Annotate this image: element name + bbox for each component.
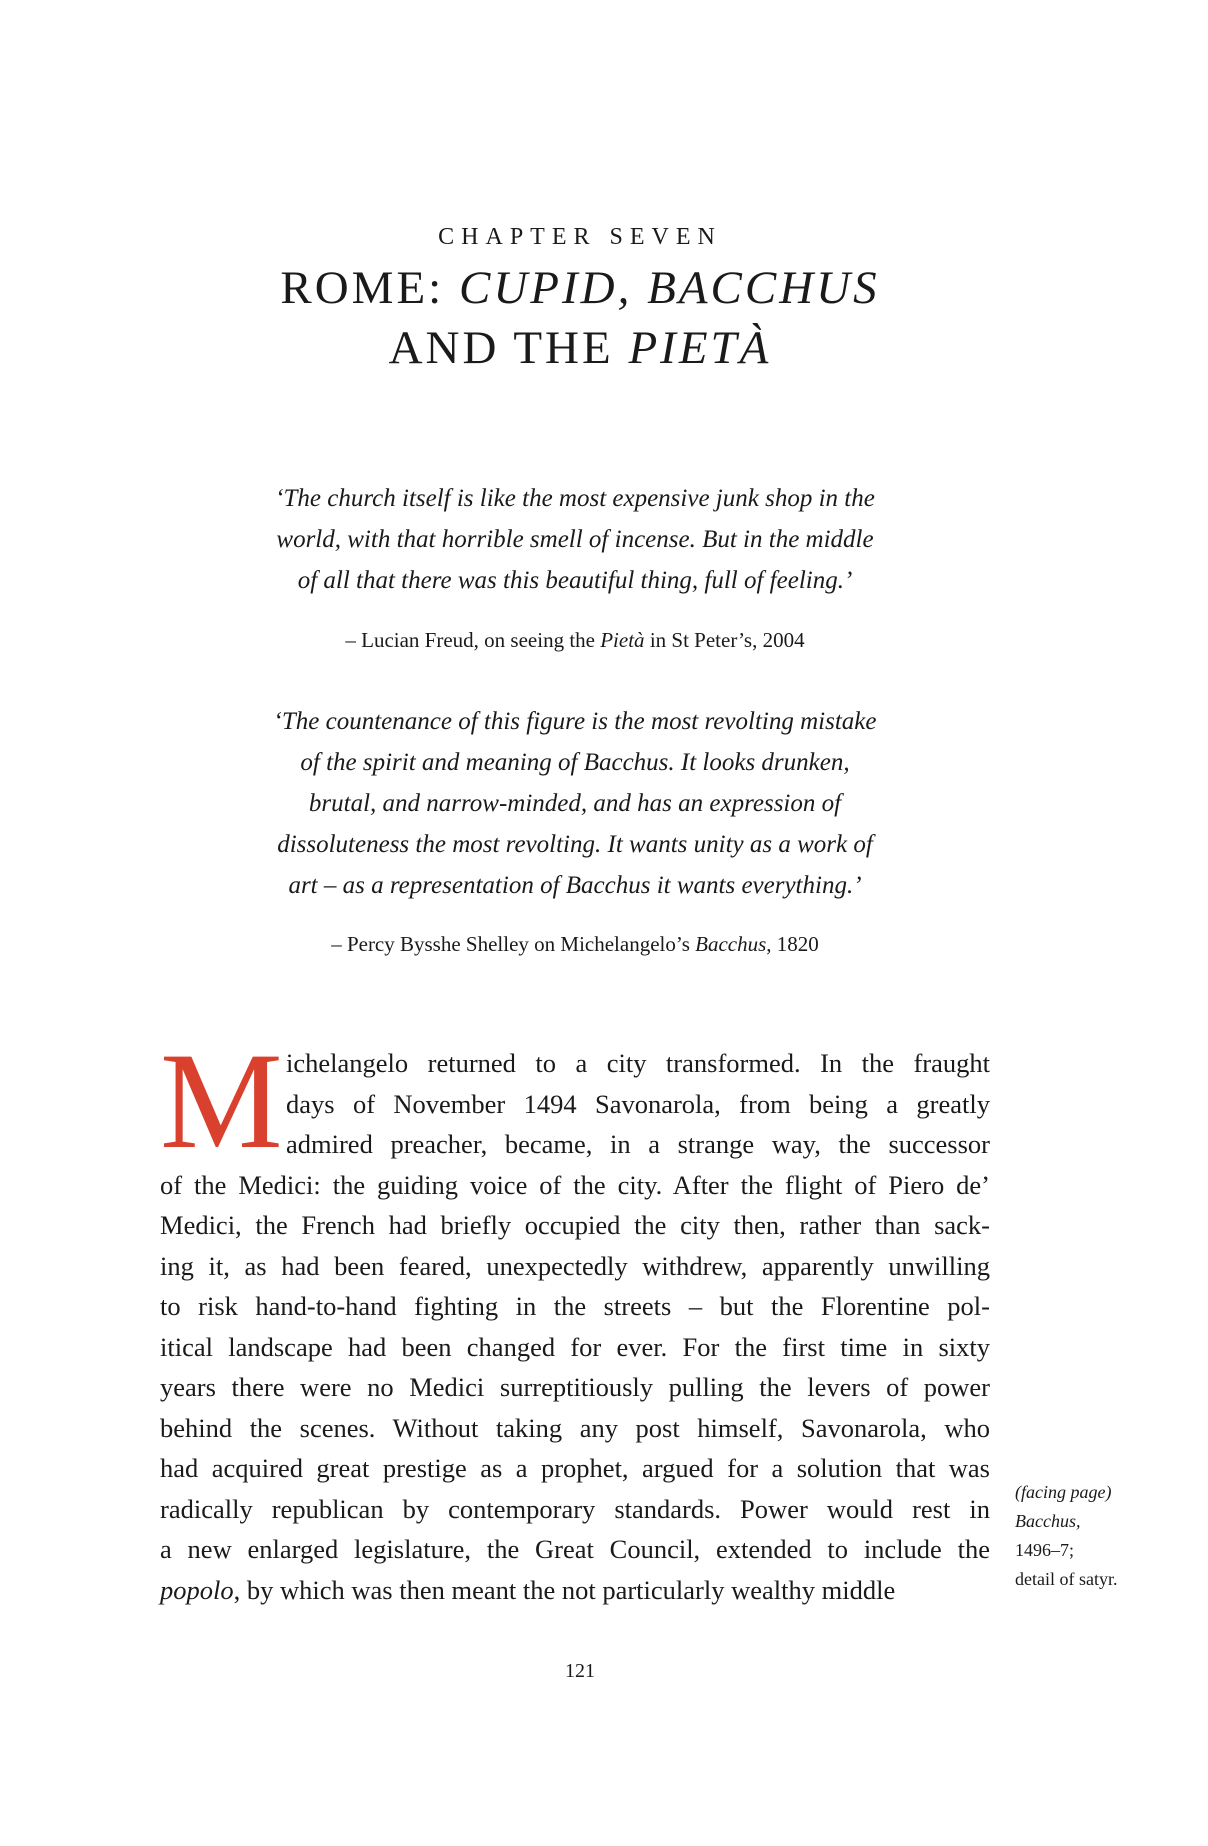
body-line: of the Medici: the guiding voice of the city. After the flight of Piero de’ bbox=[160, 1169, 990, 1200]
body-italic-word: popolo bbox=[160, 1574, 234, 1605]
chapter-title-italic-2: PIETÀ bbox=[628, 322, 772, 374]
page-number: 121 bbox=[565, 1660, 595, 1682]
body-line: radically republican by contemporary standards. Power would rest in bbox=[160, 1493, 990, 1524]
caption-line: 1496–7; bbox=[1015, 1540, 1075, 1560]
attribution-italic: Bacchus bbox=[695, 932, 767, 956]
attribution-text: in St Peter’s, 2004 bbox=[644, 628, 805, 652]
caption-line: (facing page) bbox=[1015, 1482, 1112, 1502]
body-line: ichelangelo returned to a city transformed. In the fraught bbox=[286, 1048, 990, 1078]
body-line: behind the scenes. Without taking any post himself, Savonarola, who bbox=[160, 1412, 990, 1443]
body-line: a new enlarged legislature, the Great Council, extended to include the bbox=[160, 1534, 990, 1564]
body-line: years there were no Medici surreptitiously pulling the levers of power bbox=[160, 1372, 990, 1402]
attribution-italic: Pietà bbox=[600, 628, 645, 652]
drop-cap: M bbox=[160, 1024, 283, 1177]
epigraph-shelley bbox=[230, 701, 920, 906]
epigraph-line: ‘The countenance of this figure is the most revolting mistake bbox=[273, 708, 877, 735]
body-paragraph bbox=[160, 1043, 990, 1610]
epigraph-line: brutal, and narrow-minded, and has an expression of bbox=[308, 790, 842, 817]
chapter-title-prefix-1: ROME: bbox=[280, 262, 459, 314]
epigraph-attribution-shelley bbox=[230, 932, 920, 957]
epigraph-line: dissoluteness the most revolting. It wants unity as a work of bbox=[277, 831, 873, 858]
chapter-title-prefix-2: AND THE bbox=[388, 322, 629, 374]
body-line: admired preacher, became, in a strange way, the successor bbox=[286, 1129, 990, 1159]
epigraph-line: world, with that horrible smell of incense. But in the middle bbox=[276, 526, 874, 553]
attribution-text: – Percy Bysshe Shelley on Michelangelo’s bbox=[331, 932, 696, 956]
body-line: had acquired great prestige as a prophet, argued for a solution that was bbox=[160, 1453, 990, 1483]
epigraph-line: of all that there was this beautiful thing, full of feeling.’ bbox=[297, 567, 853, 594]
body-line: days of November 1494 Savonarola, from being a greatly bbox=[286, 1088, 990, 1119]
chapter-title-line-1 bbox=[0, 258, 1160, 318]
epigraph-line: ‘The church itself is like the most expensive junk shop in the bbox=[275, 485, 875, 512]
caption-line: detail of satyr. bbox=[1015, 1569, 1118, 1589]
chapter-title-italic-1: CUPID, BACCHUS bbox=[459, 262, 880, 314]
attribution-text: – Lucian Freud, on seeing the bbox=[345, 628, 601, 652]
attribution-text: , 1820 bbox=[766, 932, 819, 956]
epigraph-freud bbox=[230, 478, 920, 601]
body-line-last bbox=[160, 1570, 990, 1611]
margin-caption bbox=[1015, 1478, 1165, 1594]
chapter-title-line-2 bbox=[0, 318, 1160, 378]
body-line: Medici, the French had briefly occupied the city then, rather than sack- bbox=[160, 1210, 990, 1240]
epigraph-line: art – as a representation of Bacchus it wants everything.’ bbox=[288, 872, 862, 899]
body-line: to risk hand-to-hand fighting in the streets – but the Florentine pol- bbox=[160, 1291, 990, 1321]
chapter-title bbox=[0, 258, 1160, 378]
body-line-rest: , by which was then meant the not particularly wealthy middle bbox=[233, 1574, 896, 1605]
caption-line: Bacchus, bbox=[1015, 1511, 1081, 1531]
epigraph-attribution-freud bbox=[230, 628, 920, 653]
chapter-label: CHAPTER SEVEN bbox=[438, 224, 722, 250]
body-line: ing it, as had been feared, unexpectedly withdrew, apparently unwilling bbox=[160, 1250, 990, 1281]
body-line: itical landscape had been changed for ever. For the first time in sixty bbox=[160, 1331, 990, 1362]
epigraph-line: of the spirit and meaning of Bacchus. It looks drunken, bbox=[300, 749, 850, 776]
